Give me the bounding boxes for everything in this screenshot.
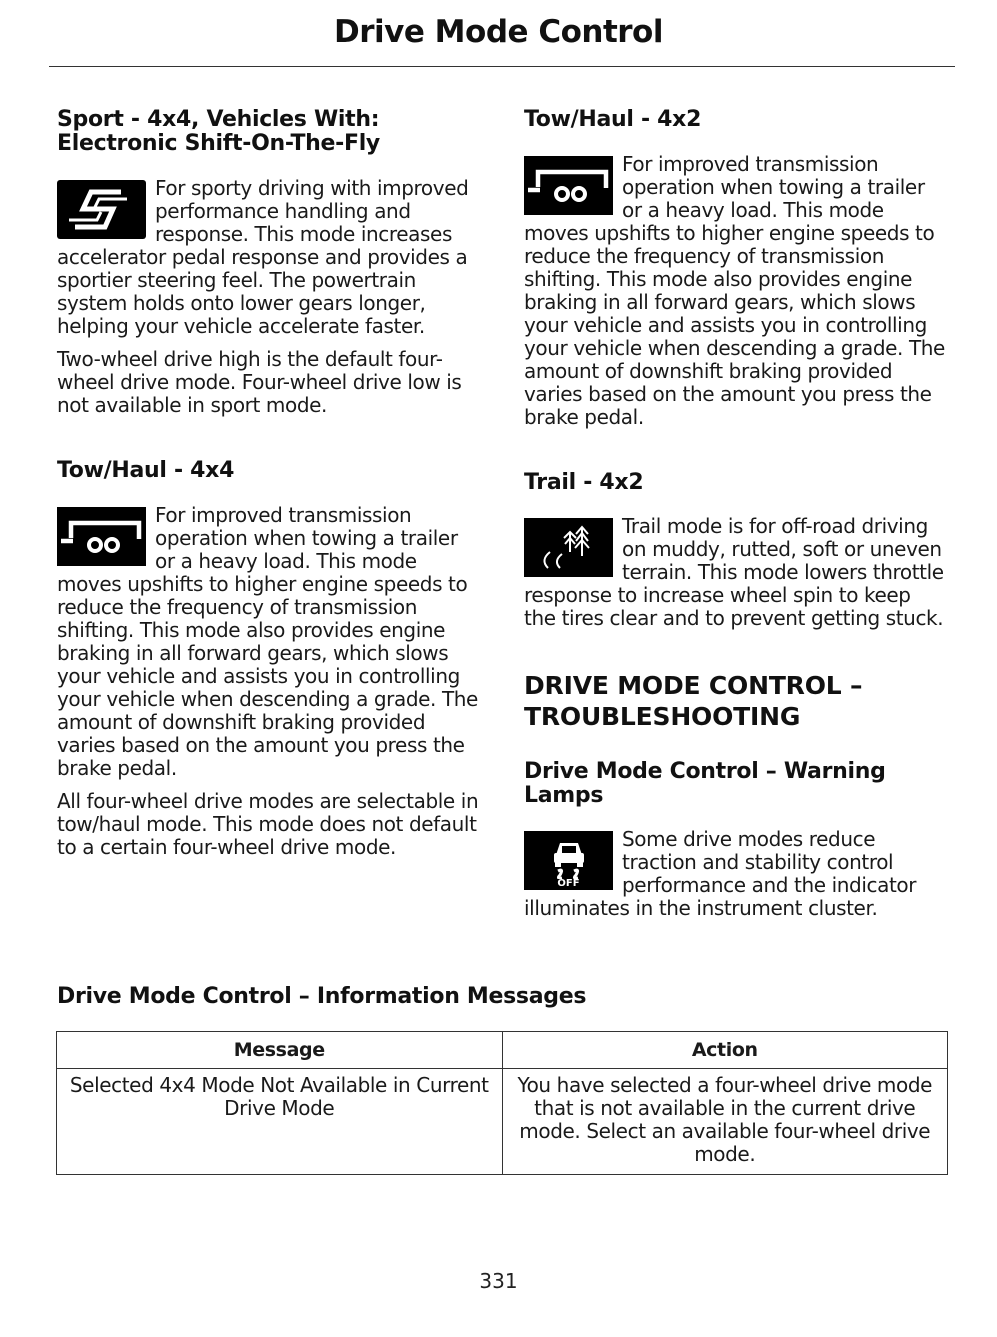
tow-haul-trailer-icon [57, 507, 146, 566]
warning-lamps-description: Some drive modes reduce traction and stability control performance and the indicator illuminates in the instrument cluster. [524, 827, 917, 920]
page-title: Drive Mode Control [334, 14, 663, 50]
left-column [57, 108, 481, 859]
trail-4x2-heading: Trail - 4x2 [524, 470, 644, 495]
trail-mode-trees-icon [524, 518, 613, 577]
info-messages-table [56, 1031, 948, 1175]
header-divider [49, 66, 955, 67]
warning-lamps-heading-line2: Lamps [524, 783, 604, 808]
column-header-message: Message [57, 1032, 503, 1069]
sport-heading-line1: Sport - 4x4, Vehicles With: [57, 107, 380, 132]
sport-note: Two-wheel drive high is the default four-wheel drive mode. Four-wheel drive low is not available in sport mode. [57, 347, 462, 417]
sport-section [57, 177, 481, 417]
sport-heading-line2: Electronic Shift-On-The-Fly [57, 131, 380, 156]
troubleshooting-heading-line2: TROUBLESHOOTING [524, 702, 801, 731]
trail-4x2-section [524, 515, 948, 630]
page-number: 331 [479, 1269, 518, 1293]
message-cell: Selected 4x4 Mode Not Available in Current Drive Mode [57, 1069, 503, 1175]
tow-haul-trailer-icon [524, 156, 613, 215]
troubleshooting-heading [524, 670, 948, 732]
traction-control-off-icon [524, 831, 613, 890]
tow-haul-4x4-description: For improved transmission operation when towing a trailer or a heavy load. This mode moves upshifts to higher engine speeds to reduce the frequency of transmission shifting. This mode also provides engine braking in all forward gears, which slows your vehicle and assists you in controlling your vehicle when descending a grade. The amount of downshift braking provided varies based on the amount you press the brake pedal. [57, 503, 478, 780]
tow-haul-4x4-section [57, 504, 481, 859]
table-row [57, 1069, 948, 1175]
tow-haul-4x4-heading: Tow/Haul - 4x4 [57, 458, 235, 483]
info-messages-title: Drive Mode Control – Information Messages [57, 984, 587, 1009]
sport-description: For sporty driving with improved performance handling and response. This mode increases accelerator pedal response and provides a sportier steering feel. The powertrain system holds onto lower gears longer, helping your vehicle accelerate faster. [57, 176, 469, 338]
warning-lamps-section [524, 828, 948, 920]
tow-haul-4x2-description: For improved transmission operation when towing a trailer or a heavy load. This mode moves upshifts to higher engine speeds to reduce the frequency of transmission shifting. This mode also provides engine braking in all forward gears, which slows your vehicle and assists you in controlling your vehicle when descending a grade. The amount of downshift braking provided varies based on the amount you press the brake pedal. [524, 152, 945, 429]
traction-control-off-label: OFF [557, 878, 580, 889]
column-header-action: Action [502, 1032, 948, 1069]
tow-haul-4x2-section [524, 153, 948, 429]
sport-heading [57, 108, 481, 156]
warning-lamps-heading-line1: Drive Mode Control – Warning [524, 759, 886, 784]
tow-haul-4x2-heading: Tow/Haul - 4x2 [524, 107, 702, 132]
table-header-row [57, 1032, 948, 1069]
troubleshooting-heading-line1: DRIVE MODE CONTROL – [524, 671, 863, 700]
tow-haul-4x4-note: All four-wheel drive modes are selectable in tow/haul mode. This mode does not default to a certain four-wheel drive mode. [57, 789, 479, 859]
action-cell: You have selected a four-wheel drive mode that is not available in the current drive mode. Select an available four-wheel drive mode. [502, 1069, 948, 1175]
trail-4x2-description: Trail mode is for off-road driving on muddy, rutted, soft or uneven terrain. This mode lowers throttle response to increase wheel spin to keep the tires clear and to prevent getting stuck. [524, 514, 944, 630]
warning-lamps-heading [524, 760, 948, 808]
right-column [524, 108, 948, 920]
sport-mode-s-icon [57, 180, 146, 239]
